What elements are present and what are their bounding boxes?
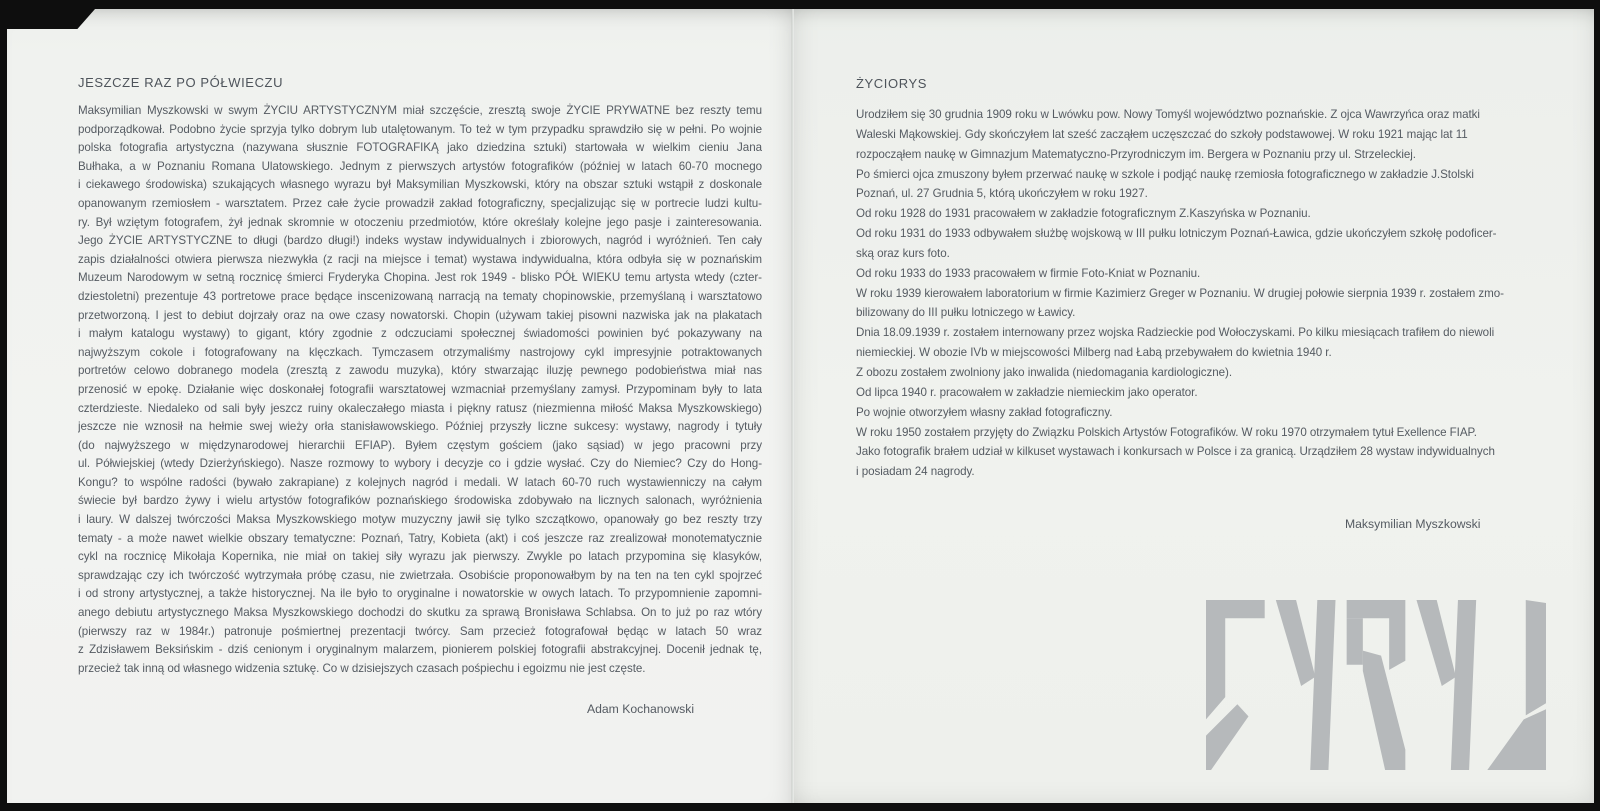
text-line: (do najwyższego w międzynarodowej hierarchii EFIAP). Byłem częstym gościem (jako sąsiad) w jego pracowni przy <box>78 438 762 452</box>
text-line: Maksymilian Myszkowski w swym ŻYCIU ARTYSTYCZNYM miał szczęście, zresztą swoje ŻYCIE PRYWATNE bez reszty temu <box>78 104 762 117</box>
text-line: Muzeum Narodowym w setną rocznicę śmierci Fryderyka Chopina. Jest rok 1949 - blisko PÓŁ WIEKU temu artysta wtedy (czter- <box>78 271 762 285</box>
text-line: W roku 1950 zostałem przyjęty do Związku Polskich Artystów Fotografików. W roku 1970 otrzymałem tytuł Exellence FIAP. <box>856 425 1477 439</box>
text-line: W roku 1939 kierowałem laboratorium w firmie Kazimierz Greger w Poznaniu. W drugiej połowie sierpnia 1939 r. zostałem zmo- <box>856 286 1504 300</box>
text-line: podporządkował. Podobno życie sprzyja tylko dobrym lub utalętowanym. To też w tym przypadku sprawdziło się w pełni. Po wojnie <box>78 122 762 136</box>
right-page <box>793 9 1594 803</box>
text-line: (pierwszy raz w 1984r.) patronuje pośmiertnej prezentacji twórcy. Sam przecież fotografował będąc w latach 50 wraz <box>78 624 762 638</box>
text-line: Kongu? to wspólne radości (bywało zakrapiane) z kolejnych nagród i medali. W latach 60-70 ruch wystawienniczy na całym <box>78 475 762 489</box>
text-line: Od roku 1931 do 1933 odbywałem służbę wojskową w III pułku lotniczym Poznań-Ławica, gdzie ukończyłem szkołę podoficer- <box>856 227 1497 241</box>
text-line: bilizowany do III pułku lotniczego w Ławicy. <box>856 306 1076 320</box>
text-line: Od lipca 1940 r. pracowałem w zakładzie niemieckim jako operator. <box>856 385 1198 399</box>
left-page-body <box>78 102 762 678</box>
text-line: polska fotografia artystyczna (nazywana słusznie FOTOGRAFIKĄ jako dziedzina sztuki) startowała w wielkim cieniu Jana <box>78 141 762 155</box>
text-line: Od roku 1933 do 1933 pracowałem w firmie Foto-Kniat w Poznaniu. <box>856 266 1201 280</box>
text-line: ską oraz kurs foto. <box>856 246 950 260</box>
text-line: portretów celowo dobranego modela (zresztą z zawodu muzyka), który stwarzając iluzję pewnego podobieństwa miał nas <box>78 364 762 378</box>
text-line: i małym katalogu wystawy) to gigant, który zgodnie z odczuciami społecznej świadomości powinien być pokazywany na <box>78 327 762 341</box>
text-line: Poznań, ul. 27 Grudnia 5, którą ukończyłem w roku 1927. <box>856 187 1148 201</box>
text-line: Jego ŻYCIE ARTYSTYCZNE to długi (bardzo długi!) indeks wystaw indywidualnych i zbiorowych, nagród i wyróżnień. Ten cały <box>78 234 762 248</box>
text-line: z Zdzisławem Beksińskim - dziś cenionym i oryginalnym malarzem, pionierem polskiej fotografii abstrakcyjnej. Docenił jednak tę, <box>78 643 762 657</box>
text-line: ry. Był wziętym fotografem, żył jednak skromnie w otoczeniu przedmiotów, które określały kolejne jego pasje i zainteresowania. <box>78 215 762 229</box>
text-line: przetworzoną. I jest to debiut dojrzały oraz na owe czasy nowatorski. Chopin (używam takiej pisowni nazwiska jak na plakatach <box>78 308 762 322</box>
cyryl-watermark <box>1206 599 1546 771</box>
text-line: czterdzieste. Niedaleko od sali były jeszcz ruiny okaleczałego miasta i piękny ratusz (niezmienna miłość Maksa Myszkowskiego) <box>78 401 762 415</box>
text-line: Jako fotografik brałem udział w kilkuset wystawach i konkursach w Polsce i za granicą. Urządziłem 28 wystaw indywidualnych <box>856 445 1495 459</box>
text-line: i posiadam 24 nagrody. <box>856 465 975 479</box>
text-line: rozpocząłem naukę w Gimnazjum Matematyczno-Przyrodniczym im. Bergera w Poznaniu przy ul. Strzeleckiej. <box>856 147 1416 161</box>
text-line: świecie był bardzo żywy i wielu artystów fotografików poznańskiego środowiska zdobywało na licznych salonach, wyróżnienia <box>78 494 762 508</box>
text-line: Po śmierci ojca zmuszony byłem przerwać naukę w szkole i podjąć naukę rzemiosła fotograficznego w zakładzie J.Stolski <box>856 167 1474 181</box>
text-line: Od roku 1928 do 1931 pracowałem w zakładzie fotograficznym Z.Kaszyńska w Poznaniu. <box>856 207 1311 221</box>
left-page-title: JESZCZE RAZ PO PÓŁWIECZU <box>78 75 284 90</box>
page-fold-line <box>791 9 794 803</box>
text-line: Po wojnie otworzyłem własny zakład fotograficzny. <box>856 405 1113 419</box>
text-line: niemieckiej. W obozie IVb w miejscowości Milberg nad Łabą przebywałem do kwietnia 1940 r. <box>856 346 1332 360</box>
left-page-signature: Adam Kochanowski <box>587 702 695 716</box>
text-line: opanowanym rzemiosłem - warsztatem. Przez całe życie prowadził zakład fotograficzny, specjalizując się w portrecie ludzi kultu- <box>78 196 762 210</box>
text-line: sprawdzając czy ich twórczość wytrzymała próbę czasu, nie zwietrzała. Osobiście proponowałbym by na ten na ten cykl spojrzeć <box>78 568 762 582</box>
text-line: Waleski Mąkowskiej. Gdy skończyłem lat sześć zacząłem uczęszczać do szkoły podstawowej. W roku 1921 mając lat 11 <box>856 127 1468 141</box>
text-line: cykl na rocznicę Mikołaja Kopernika, nie miał on takiej siły wyrazu jak pierwszy. Zwykle po latach przypomina się klasyków, <box>78 550 762 564</box>
right-page-title: ŻYCIORYS <box>856 76 928 91</box>
text-line: Bułhaka, a w Poznaniu Romana Ulatowskiego. Jednym z pierwszych artystów fotografików (później w latach 60-70 mocnego <box>78 159 762 173</box>
text-line: i laury. W dalszej twórczości Maksa Myszkowskiego motyw muzyczny jawił się tylko szczątkowo, opanowały go bez reszty trzy <box>78 513 762 527</box>
cyryl-logo-icon <box>1206 599 1546 771</box>
text-line: dziestoletni) prezentuje 43 portretowe prace będące inscenizowaną narracją na tematy chopinowskie, przemyślaną i warsztatowo <box>78 289 762 303</box>
text-line: i ciekawego środowiska) szukających własnego wyrazu był Maksymilian Myszkowski, który na obszar sztuki wstąpił z doskonale <box>78 178 762 192</box>
text-line: Urodziłem się 30 grudnia 1909 roku w Lwówku pow. Nowy Tomyśl województwo poznańskie. Z ojca Wawrzyńca oraz matki <box>856 108 1480 121</box>
left-page <box>7 9 793 803</box>
text-line: zapis działalności otwiera pierwsza niezwykła (z racji na miejsce i temat) wystawa indywidualna, która odbyła się w poznańskim <box>78 252 762 266</box>
text-line: przenosić w epokę. Działanie więc doskonałej fotografii warsztatowej wzmacniał przemyślany zamysł. Przypominam były to lata <box>78 382 762 396</box>
text-line: Z obozu zostałem zwolniony jako inwalida (niedomagania kardiologiczne). <box>856 365 1233 379</box>
right-page-signature: Maksymilian Myszkowski <box>1345 517 1481 531</box>
text-line: najwyższym cokole i fotografowany na klęczkach. Tymczasem otrzymaliśmy nastrojowy cykl impresyjnie potraktowanych <box>78 345 762 359</box>
text-line: ul. Półwiejskiej (wtedy Dzierżyńskiego). Nasze rozmowy to wybory i decyzje co i gdzie wysłać. Czy do Niemiec? Czy do Hong- <box>78 457 762 471</box>
text-line: i od strony artystycznej, a także historycznej. Na ile było to oryginalne i nowatorskie w owych latach. To przypomnienie zapomni- <box>78 587 762 601</box>
text-line: anego debiutu artystycznego Maksa Myszkowskiego dochodzi do skutku za sprawą Bronisława Schlabsa. On to już po raz wtóry <box>78 606 762 620</box>
text-line: jeszcze nie wznosił na hełmie swej wieży orła stanisławowskiego. Później przyszły liczne sukcesy: wystawy, nagrody i tytuły <box>78 420 762 434</box>
text-line: przecież tak inną od własnego widzenia sztukę. Co w dzisiejszych czasach pośpiechu i egoizmu nie jest częste. <box>78 661 646 675</box>
text-line: tematy - a może nawet wielkie obszary tematyczne: Poznań, Tatry, Kobieta (akt) i coś jeszcze raz zrealizował monotematycznie <box>78 531 762 545</box>
right-page-body <box>856 105 1566 482</box>
text-line: Dnia 18.09.1939 r. zostałem internowany przez wojska Radzieckie pod Wołoczyskami. Po kilku miesiącach trafiłem do niewoli <box>856 326 1495 340</box>
